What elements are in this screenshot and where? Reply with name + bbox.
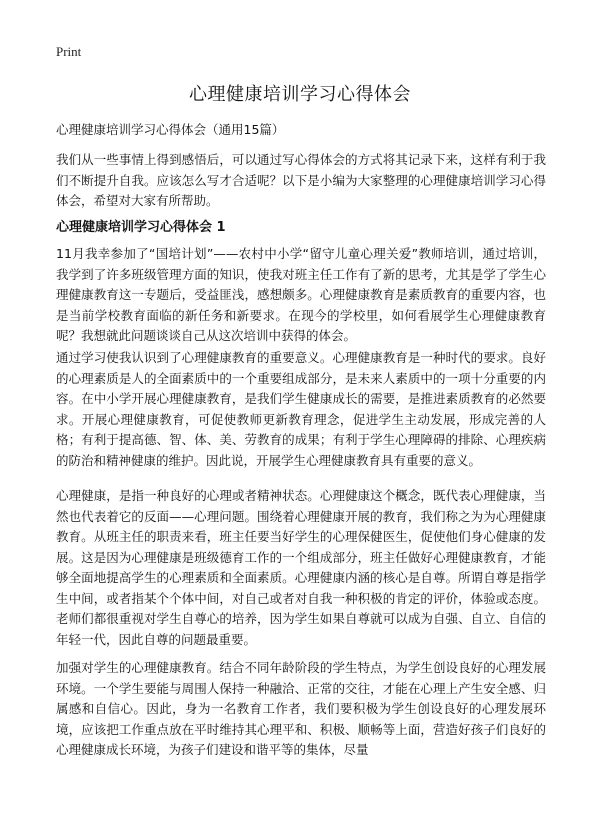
section-heading: 心理健康培训学习心得体会 1 (56, 220, 226, 235)
paragraph-4: 加强对学生的心理健康教育。结合不同年龄阶段的学生特点，为学生创设良好的心理发展环境。一个学生要能与周围人保持一种融洽、正常的交往，才能在心理上产生安全感、归属感和自信心。因此，身为一名教育工作者，我们要积极为学生创设良好的心理发展环境，应该把工作重点放在平时维持其心理平和、积极、顺畅等上面，营造好孩子们良好的心理健康成长环境，为孩子们建设和谐平等的集体，尽量 (56, 660, 546, 757)
paragraph-1: 11月我幸参加了“国培计划”——农村中小学“留守儿童心理关爱”教师培训，通过培训，我学到了许多班级管理方面的知识，使我对班主任工作有了新的思考，尤其是学了学生心理健康教育这一专题后，受益匪浅，感想颇多。心理健康教育是素质教育的重要内容，也是当前学校教育面临的新任务和新要求。在现今的学校里，如何看展学生心理健康教育呢？我想就此问题谈谈自己从这次培训中获得的体会。 (56, 246, 546, 343)
print-link[interactable]: Print (56, 44, 82, 59)
paragraph-2: 通过学习使我认识到了心理健康教育的重要意义。心理健康教育是一种时代的要求。良好的心理素质是人的全面素质中的一个重要组成部分，是未来人素质中的一项十分重要的内容。在中小学开展心理健康教育，是我们学生健康成长的需要，是推进素质教育的必然要求。开展心理健康教育，可促使教师更新教育理念，促进学生主动发展，形成完善的人格；有利于提高德、智、体、美、劳教育的成果；有利于学生心理障碍的排除、心理疾病的防治和精神健康的维护。因此说，开展学生心理健康教育具有重要的意义。 (56, 350, 546, 468)
paragraph-3: 心理健康，是指一种良好的心理或者精神状态。心理健康这个概念，既代表心理健康，当然也代表着它的反面——心理问题。围绕着心理健康开展的教育，我们称之为为心理健康教育。从班主任的职责来看，班主任要当好学生的心理保健医生，促使他们身心健康的发展。这是因为心理健康是班级德育工作的一个组成部分，班主任做好心理健康教育，才能够全面地提高学生的心理素质和全面素质。心理健康内涵的核心是自尊。所谓自尊是指学生中间，或者指某个个体中间，对自己或者对自我一种积极的肯定的评价，体验或态度。老师们都很重视对学生自尊心的培养，因为学生如果自尊就可以成为自强、自立、自信的年轻一代，因此自尊的问题最重要。 (56, 488, 546, 647)
document-title: 心理健康培训学习心得体会 (189, 84, 411, 105)
document-subtitle: 心理健康培训学习心得体会（通用15篇） (56, 122, 285, 137)
intro-paragraph: 我们从一些事情上得到感悟后，可以通过写心得体会的方式将其记录下来，这样有利于我们不断提升自我。应该怎么写才合适呢？以下是小编为大家整理的心理健康培训学习心得体会，希望对大家有所帮助。 (56, 152, 546, 208)
